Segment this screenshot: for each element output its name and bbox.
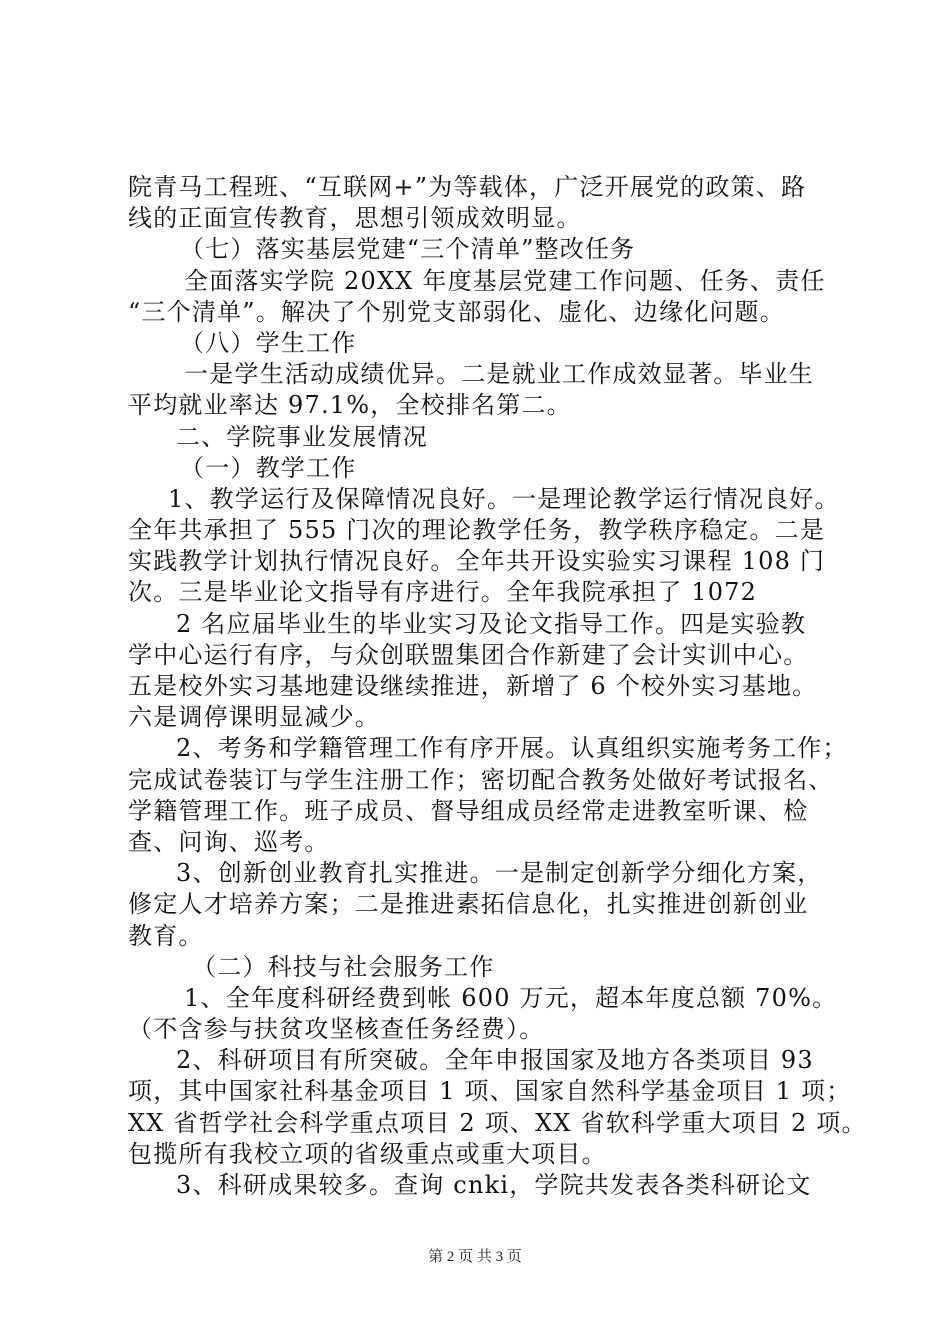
page-number-footer: 第 2 页 共 3 页	[428, 1249, 522, 1265]
text-line: 学籍管理工作。班子成员、督导组成员经常走进教室听课、检	[128, 796, 809, 825]
text-line: 院青马工程班、“互联网+”为等载体，广泛开展党的政策、路	[128, 173, 807, 201]
body-text	[128, 172, 867, 1201]
text-line: 1、教学运行及保障情况良好。一是理论教学运行情况良好。	[168, 484, 840, 513]
text-line: XX 省哲学社会科学重点项目 2 项、XX 省软科学重大项目 2 项。	[128, 1108, 867, 1137]
text-line: 2 名应届毕业生的毕业实习及论文指导工作。四是实验教	[176, 609, 807, 638]
section-heading: 二、学院事业发展情况	[176, 422, 428, 451]
text-line: 2、科研项目有所突破。全年申报国家及地方各类项目 93	[176, 1046, 814, 1075]
text-line: 3、科研成果较多。查询 cnki，学院共发表各类科研论文	[176, 1171, 812, 1199]
text-line: 2、考务和学籍管理工作有序开展。认真组织实施考务工作；	[176, 734, 848, 763]
text-line: 平均就业率达 97.1%，全校排名第二。	[128, 391, 572, 420]
text-line: 包揽所有我校立项的省级重点或重大项目。	[128, 1139, 607, 1168]
text-line: （不含参与扶贫攻坚核查任务经费）。	[128, 1015, 545, 1044]
section-heading: （一）教学工作	[180, 453, 357, 482]
text-line: 五是校外实习基地建设继续推进，新增了 6 个校外实习基地。	[128, 672, 818, 700]
text-line: 3、创新创业教育扎实推进。一是制定创新学分细化方案，	[176, 859, 823, 888]
text-line: 修定人才培养方案；二是推进素拓信息化，扎实推进创新创业	[128, 890, 809, 919]
text-line: 线的正面宣传教育，思想引领成效明显。	[128, 204, 582, 233]
text-line: 完成试卷装订与学生注册工作；密切配合教务处做好考试报名、	[128, 765, 834, 794]
section-heading: （七）落实基层党建“三个清单”整改任务	[180, 235, 636, 264]
text-line: 六是调停课明显减少。	[128, 703, 380, 732]
text-line: 教育。	[128, 921, 204, 950]
text-line: 实践教学计划执行情况良好。全年共开设实验实习课程 108 门	[128, 547, 826, 576]
text-line: 次。三是毕业论文指导有序进行。全年我院承担了 1072	[128, 578, 758, 607]
text-line: 学中心运行有序，与众创联盟集团合作新建了会计实训中心。	[128, 640, 809, 669]
section-heading: （二）科技与社会服务工作	[192, 952, 495, 981]
text-line: 项，其中国家社科基金项目 1 项、国家自然科学基金项目 1 项；	[128, 1077, 852, 1106]
section-heading: （八）学生工作	[180, 328, 357, 357]
text-line: 一是学生活动成绩优异。二是就业工作成效显著。毕业生	[184, 360, 814, 389]
text-line: 全面落实学院 20XX 年度基层党建工作问题、任务、责任	[184, 266, 826, 295]
text-line: 1、全年度科研经费到帐 600 万元，超本年度总额 70%。	[184, 983, 838, 1012]
text-line: “三个清单”。解决了个别党支部弱化、虚化、边缘化问题。	[128, 297, 785, 326]
text-line: 查、问询、巡考。	[128, 827, 330, 856]
text-line: 全年共承担了 555 门次的理论教学任务，教学秩序稳定。二是	[128, 516, 826, 545]
